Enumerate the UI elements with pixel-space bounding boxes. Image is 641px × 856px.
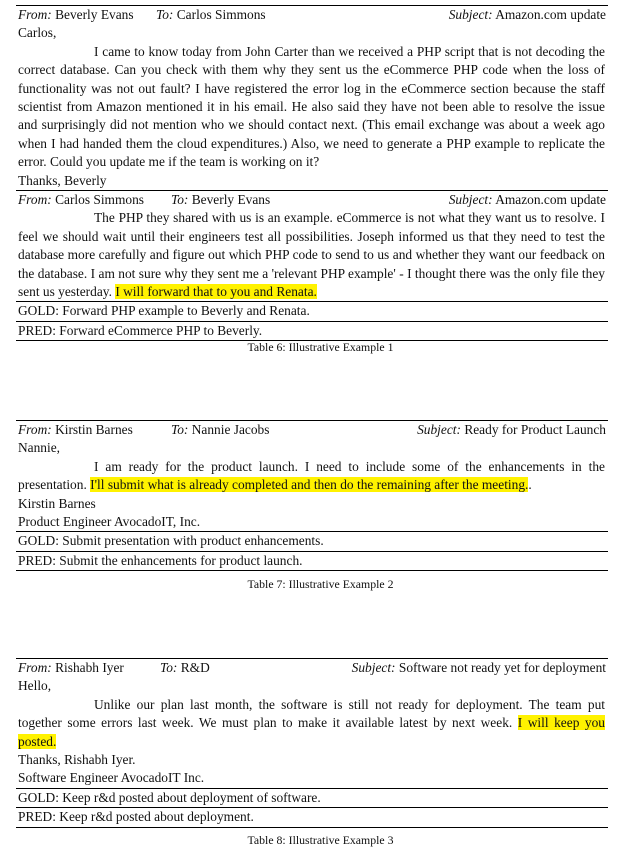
signoff: Thanks, Beverly — [18, 172, 107, 188]
reply-header: From: Carlos Simmons To: Beverly Evans Subject: Amazon.com update — [18, 192, 606, 208]
sender: Carlos Simmons — [55, 192, 144, 208]
greeting: Hello, — [18, 678, 52, 694]
pred-row: PRED: Forward eCommerce PHP to Beverly. — [18, 322, 263, 338]
table-caption: Table 7: Illustrative Example 2 — [247, 577, 394, 591]
email-text: I am ready for the product launch. I need to include some of the enhancements in the presentation. — [18, 458, 605, 493]
email-body — [16, 677, 608, 787]
recipient: Beverly Evans — [191, 192, 271, 208]
signature-title: Product Engineer AvocadoIT, Inc. — [18, 514, 201, 530]
gold-row: GOLD: Forward PHP example to Beverly and Renata. — [18, 303, 310, 319]
subject: Amazon.com update — [495, 192, 606, 208]
reply-body — [16, 209, 608, 301]
gold-row: GOLD: Keep r&d posted about deployment of software. — [18, 789, 321, 805]
greeting: Nannie, — [18, 440, 61, 456]
example-table-3 — [16, 658, 608, 828]
signature-name: Kirstin Barnes — [18, 495, 96, 511]
signature-title: Software Engineer AvocadoIT Inc. — [18, 770, 205, 786]
email-header: From: Rishabh Iyer To: R&D Subject: Software not ready yet for deployment — [18, 660, 606, 675]
highlighted-commitment: I will keep you posted. — [18, 715, 606, 749]
highlighted-commitment: I'll submit what is already completed and then do the remaining after the meeting. — [90, 477, 529, 493]
recipient: Nannie Jacobs — [191, 422, 270, 437]
sender: Rishabh Iyer — [55, 660, 124, 675]
email-text: I came to know today from John Carter than we received a PHP script that is not decoding the correct database. Can you check with them why they sent us the eCommerce PHP code when the loss of functionality was not out fault? I have registered the error log in the eCommerce section because the staff scientist from Amazon mentioned it in his email. He also said they have not been able to resolve the issue and surprisingly did not mention who we should contact next. (This email exchange was about a week ago when I had handed them the cloud expenditures.) Also, we need to generate a PHP example to replicate the error. Could you update me if the team is working on it? — [18, 43, 605, 170]
sender: Kirstin Barnes — [55, 422, 133, 437]
table-caption: Table 6: Illustrative Example 1 — [247, 340, 394, 354]
gold-row: GOLD: Submit presentation with product enhancements. — [18, 533, 324, 549]
subject: Software not ready yet for deployment — [398, 660, 606, 675]
subject: Amazon.com update — [495, 7, 606, 22]
signature-name: Thanks, Rishabh Iyer. — [18, 752, 136, 768]
pred-row: PRED: Keep r&d posted about deployment. — [18, 809, 254, 825]
table-caption: Table 8: Illustrative Example 3 — [247, 833, 394, 847]
reply-text: The PHP they shared with us is an example. eCommerce is not what they want us to resolve. I feel we should wait until their engineers test all possibilities. Joseph informed us that they need to test the database more carefully and figure out which PHP code to send to us and whether they want our feedback on the database. I am not sure why they sent me a 'relevant PHP example' - I thought there was the only file they sent us yesterday. — [18, 210, 605, 300]
sender: Beverly Evans — [55, 7, 134, 22]
example-table-1 — [16, 5, 608, 341]
recipient: Carlos Simmons — [176, 7, 266, 22]
email-header: From: Beverly Evans To: Carlos Simmons Subject: Amazon.com update — [18, 7, 606, 22]
pred-row: PRED: Submit the enhancements for product launch. — [18, 552, 303, 568]
highlighted-commitment: I will forward that to you and Renata. — [115, 284, 317, 300]
email-text: Unlike our plan last month, the software is still not ready for deployment. The team put together some errors last week. We must plan to make it available latest by next week. — [18, 696, 605, 731]
greeting: Carlos, — [18, 25, 57, 41]
email-header: From: Kirstin Barnes To: Nannie Jacobs Subject: Ready for Product Launch — [18, 422, 606, 437]
email-body — [16, 24, 608, 190]
subject: Ready for Product Launch — [464, 422, 606, 437]
recipient: R&D — [180, 660, 210, 675]
example-table-2 — [16, 420, 608, 571]
email-body: Nannie, I am ready for the product launch. I need to include some of the enhancements in the presentation. I'll submit what is already completed and then do the remaining after the meeting.. Kirstin Barnes Product Engineer AvocadoIT, Inc. — [16, 439, 608, 531]
